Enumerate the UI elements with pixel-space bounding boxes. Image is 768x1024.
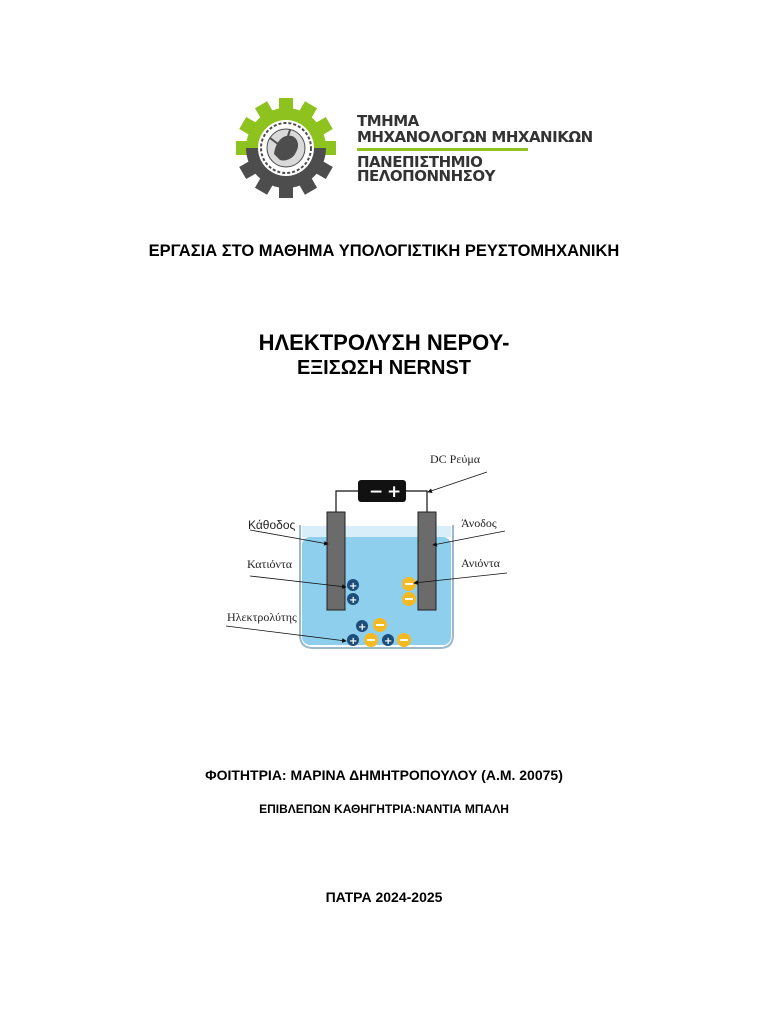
- anion-ion: [373, 618, 387, 632]
- wire-anode: [404, 491, 427, 512]
- label-dc-current: DC Ρεύμα: [430, 452, 481, 466]
- document-title: ΗΛΕΚΤΡΟΛΥΣΗ ΝΕΡΟΥ-: [258, 330, 510, 355]
- cation-ion: [356, 620, 368, 633]
- logo-dept-name: ΜΗΧΑΝΟΛΟΓΩΝ ΜΗΧΑΝΙΚΩΝ: [357, 128, 593, 146]
- dc-arrow: [428, 472, 487, 492]
- label-anions: Ανιόντα: [461, 556, 500, 570]
- svg-text:+: +: [349, 581, 358, 592]
- cation-ion: [382, 634, 394, 647]
- logo-dept-line: ΤΜΗΜΑ: [357, 112, 419, 130]
- logo-university-line1: ΠΑΝΕΠΙΣΤΗΜΙΟ: [357, 153, 483, 171]
- svg-text:+: +: [349, 636, 358, 647]
- label-cathode: Κάθοδος: [248, 518, 296, 532]
- anion-ion: [402, 577, 416, 591]
- svg-text:+: +: [349, 595, 358, 606]
- cathode-electrode: [327, 512, 345, 610]
- gear-logo-icon: [234, 96, 344, 200]
- label-electrolyte: Ηλεκτρολύτης: [227, 610, 297, 624]
- logo-divider: [357, 148, 528, 151]
- label-anode: Άνοδος: [461, 516, 497, 530]
- battery-plus: +: [387, 482, 402, 502]
- supervisor-name: ΕΠΙΒΛΕΠΩΝ ΚΑΘΗΓΗΤΡΙΑ:ΝΑΝΤΙΑ ΜΠΑΛΗ: [259, 802, 509, 816]
- anion-ion: [397, 633, 411, 647]
- anion-ion: [364, 633, 378, 647]
- cation-ion: [347, 593, 359, 606]
- place-and-year: ΠΑΤΡΑ 2024-2025: [325, 889, 443, 905]
- anode-electrode: [418, 512, 436, 610]
- course-title: ΕΡΓΑΣΙΑ ΣΤΟ ΜΑΘΗΜΑ ΥΠΟΛΟΓΙΣΤΙΚΗ ΡΕΥΣΤΟΜΗΧΑΝΙΚΗ: [148, 242, 620, 260]
- student-name: ΦΟΙΤΗΤΡΙΑ: ΜΑΡΙΝΑ ΔΗΜΗΤΡΟΠΟΥΛΟΥ (Α.Μ. 20075): [205, 767, 563, 783]
- cation-ion: [347, 579, 359, 592]
- document-subtitle: ΕΞΙΣΩΣΗ NERNST: [296, 357, 472, 379]
- cation-ion: [347, 634, 359, 647]
- logo-university-line2: ΠΕΛΟΠΟΝΝΗΣΟΥ: [357, 167, 495, 185]
- anion-ion: [402, 592, 416, 606]
- label-cations: Κατιόντα: [247, 557, 293, 571]
- battery-minus: −: [369, 482, 384, 502]
- svg-text:+: +: [384, 636, 393, 647]
- svg-text:+: +: [358, 622, 367, 633]
- wire-cathode: [336, 491, 360, 512]
